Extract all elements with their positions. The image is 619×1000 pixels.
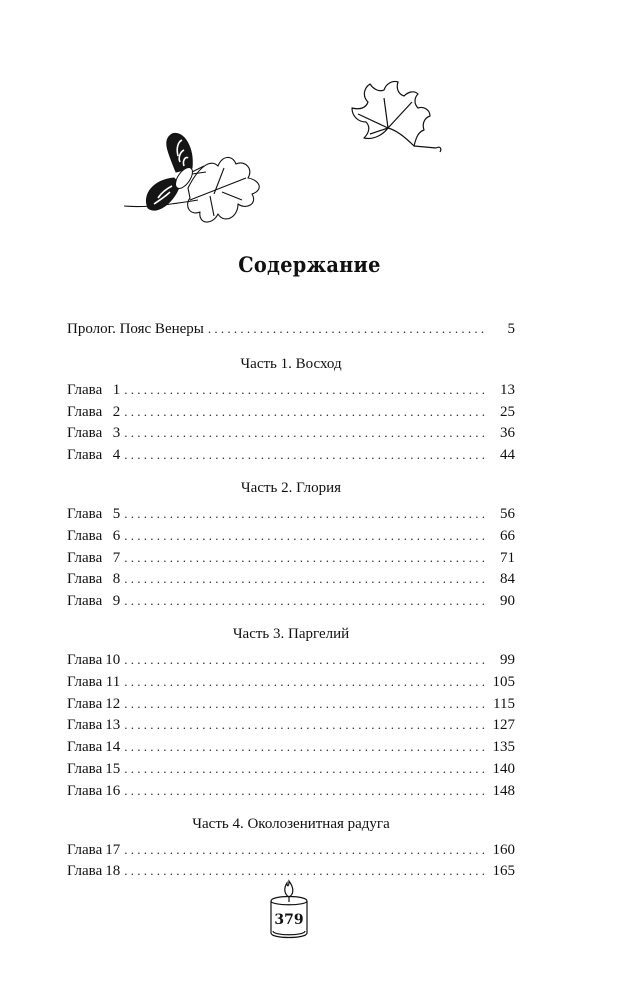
chapter-number: 4 bbox=[112, 447, 121, 464]
moth-on-leaf-icon bbox=[118, 128, 268, 240]
entry-page: 13 bbox=[500, 381, 515, 398]
table-of-contents bbox=[67, 318, 515, 882]
dot-leader bbox=[124, 444, 487, 466]
chapter-number: 9 bbox=[112, 593, 121, 610]
chapter-word: Глава bbox=[67, 651, 103, 668]
chapter-number: 5 bbox=[112, 505, 121, 522]
toc-entry-chapter[interactable] bbox=[67, 736, 515, 758]
dot-leader bbox=[124, 714, 487, 736]
part-heading: Часть 4. Околозенитная радуга bbox=[192, 815, 390, 832]
entry-page: 56 bbox=[500, 505, 515, 522]
parts-list bbox=[67, 353, 515, 882]
chapter-word: Глава bbox=[67, 381, 103, 398]
entry-page: 165 bbox=[492, 863, 515, 880]
toc-entry-chapter[interactable] bbox=[67, 401, 515, 423]
chapter-word: Глава bbox=[67, 593, 103, 610]
chapter-word: Глава bbox=[67, 717, 103, 734]
chapter-word: Глава bbox=[67, 571, 103, 588]
chapter-number: 12 bbox=[105, 695, 121, 712]
entry-page: 36 bbox=[500, 425, 515, 442]
page-title: Содержание bbox=[238, 252, 381, 277]
dot-leader bbox=[124, 401, 487, 423]
dot-leader bbox=[124, 525, 487, 547]
maple-leaf-icon bbox=[344, 76, 444, 168]
chapter-word: Глава bbox=[67, 505, 103, 522]
entry-label: Пролог. Пояс Венеры bbox=[67, 321, 204, 337]
entry-page: 99 bbox=[500, 651, 515, 668]
entry-page: 71 bbox=[500, 549, 515, 566]
toc-entry-chapter[interactable] bbox=[67, 547, 515, 569]
part-heading: Часть 3. Паргелий bbox=[232, 625, 350, 642]
toc-entry-chapter[interactable] bbox=[67, 503, 515, 525]
entry-page: 5 bbox=[507, 321, 515, 337]
chapter-number: 14 bbox=[105, 739, 121, 756]
toc-entry-chapter[interactable] bbox=[67, 780, 515, 802]
dot-leader bbox=[124, 693, 487, 715]
toc-entry-chapter[interactable] bbox=[67, 568, 515, 590]
entry-page: 25 bbox=[500, 403, 515, 420]
chapter-word: Глава bbox=[67, 695, 103, 712]
toc-entry-chapter[interactable] bbox=[67, 649, 515, 671]
chapter-number: 13 bbox=[105, 717, 121, 734]
chapter-word: Глава bbox=[67, 549, 103, 566]
chapter-number: 1 bbox=[112, 381, 121, 398]
entry-page: 140 bbox=[492, 760, 515, 777]
dot-leader bbox=[124, 649, 487, 671]
chapter-word: Глава bbox=[67, 760, 103, 777]
chapter-word: Глава bbox=[67, 403, 103, 420]
toc-entry-chapter[interactable] bbox=[67, 590, 515, 612]
toc-entry-prologue[interactable] bbox=[67, 318, 515, 340]
chapter-word: Глава bbox=[67, 425, 103, 442]
entry-page: 84 bbox=[500, 571, 515, 588]
page-number: 379 bbox=[274, 912, 304, 928]
chapter-number: 18 bbox=[105, 863, 121, 880]
chapter-number: 8 bbox=[112, 571, 121, 588]
dot-leader bbox=[124, 568, 487, 590]
dot-leader bbox=[124, 547, 487, 569]
chapter-number: 2 bbox=[112, 403, 121, 420]
dot-leader bbox=[124, 422, 487, 444]
entry-page: 90 bbox=[500, 593, 515, 610]
dot-leader bbox=[124, 839, 487, 861]
toc-entry-chapter[interactable] bbox=[67, 671, 515, 693]
chapter-number: 3 bbox=[112, 425, 121, 442]
toc-entry-chapter[interactable] bbox=[67, 422, 515, 444]
chapter-number: 17 bbox=[105, 841, 121, 858]
dot-leader bbox=[124, 379, 487, 401]
chapter-word: Глава bbox=[67, 673, 103, 690]
toc-entry-chapter[interactable] bbox=[67, 839, 515, 861]
chapter-word: Глава bbox=[67, 841, 103, 858]
entry-page: 115 bbox=[493, 695, 515, 712]
entry-page: 105 bbox=[492, 673, 515, 690]
entry-page: 66 bbox=[500, 527, 515, 544]
toc-entry-chapter[interactable] bbox=[67, 714, 515, 736]
toc-entry-chapter[interactable] bbox=[67, 758, 515, 780]
chapter-number: 11 bbox=[105, 673, 121, 690]
candle-icon bbox=[267, 879, 311, 941]
dot-leader bbox=[124, 736, 487, 758]
chapter-word: Глава bbox=[67, 863, 103, 880]
entry-page: 160 bbox=[492, 841, 515, 858]
dot-leader bbox=[124, 671, 487, 693]
entry-page: 127 bbox=[492, 717, 515, 734]
chapter-number: 15 bbox=[105, 760, 121, 777]
toc-entry-chapter[interactable] bbox=[67, 693, 515, 715]
chapter-number: 10 bbox=[105, 651, 121, 668]
toc-entry-chapter[interactable] bbox=[67, 379, 515, 401]
entry-page: 135 bbox=[492, 739, 515, 756]
dot-leader bbox=[124, 758, 487, 780]
part-heading: Часть 1. Восход bbox=[240, 355, 342, 372]
dot-leader bbox=[124, 503, 487, 525]
dot-leader bbox=[124, 590, 487, 612]
chapter-word: Глава bbox=[67, 527, 103, 544]
dot-leader bbox=[208, 318, 487, 340]
toc-entry-chapter[interactable] bbox=[67, 525, 515, 547]
dot-leader bbox=[124, 780, 487, 802]
chapter-word: Глава bbox=[67, 782, 103, 799]
chapter-number: 16 bbox=[105, 782, 121, 799]
chapter-word: Глава bbox=[67, 739, 103, 756]
toc-entry-chapter[interactable] bbox=[67, 444, 515, 466]
part-heading: Часть 2. Глория bbox=[240, 479, 342, 496]
chapter-number: 7 bbox=[112, 549, 121, 566]
entry-page: 44 bbox=[500, 447, 515, 464]
chapter-number: 6 bbox=[112, 527, 121, 544]
entry-page: 148 bbox=[492, 782, 515, 799]
chapter-word: Глава bbox=[67, 447, 103, 464]
